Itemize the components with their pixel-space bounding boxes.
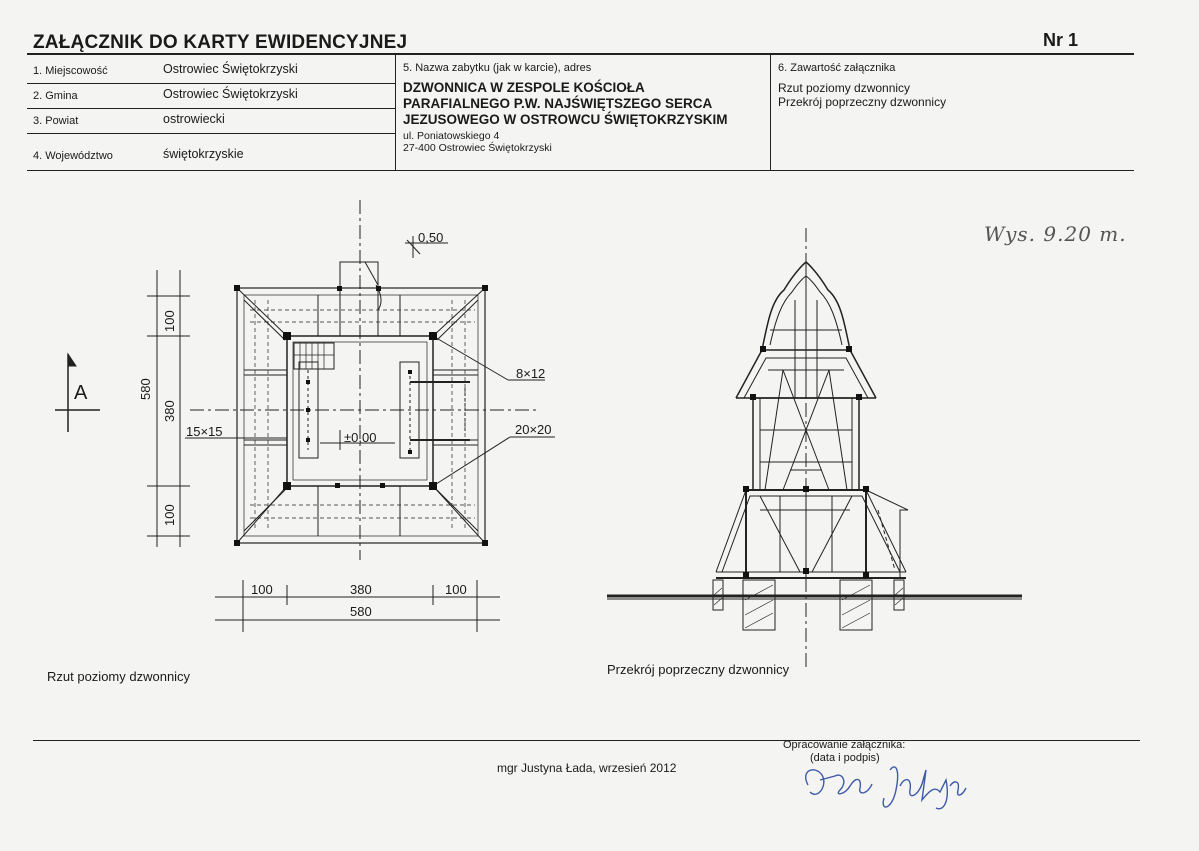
field-value-locality: Ostrowiec Świętokrzyski	[163, 62, 298, 76]
footer-author: mgr Justyna Łada, wrzesień 2012	[497, 761, 677, 775]
dim-bottom-right: 100	[445, 582, 467, 597]
address-street: ul. Poniatowskiego 4	[403, 130, 500, 142]
dim-beam-20x20: 20×20	[515, 422, 552, 437]
field-label-voivodeship: 4. Województwo	[33, 150, 113, 162]
field-value-county: ostrowiecki	[163, 112, 225, 126]
dim-side-inner: 380	[162, 400, 177, 422]
prepared-label: Opracowanie załącznika:	[783, 739, 906, 751]
address-city: 27-400 Ostrowiec Świętokrzyski	[403, 142, 552, 154]
field-value-voivodeship: świętokrzyskie	[163, 147, 244, 161]
plan-caption: Rzut poziomy dzwonnicy	[47, 669, 191, 684]
dim-bottom-mid: 380	[350, 582, 372, 597]
contents-item-section: Przekrój poprzeczny dzwonnicy	[778, 95, 947, 109]
field-label-commune: 2. Gmina	[33, 90, 78, 102]
section-marker-letter: A	[74, 382, 88, 404]
field-label-locality: 1. Miejscowość	[33, 65, 108, 77]
monument-label: 5. Nazwa zabytku (jak w karcie), adres	[403, 62, 592, 74]
monument-name-line-1: DZWONNICA W ZESPOLE KOŚCIOŁA	[403, 80, 645, 95]
section-caption: Przekrój poprzeczny dzwonnicy	[607, 662, 790, 677]
dim-side-top: 100	[162, 310, 177, 332]
foundation-2	[743, 580, 775, 630]
dim-bottom-left: 100	[251, 582, 273, 597]
dim-bottom-total: 580	[350, 604, 372, 619]
signature-scribble	[806, 767, 966, 809]
dim-level: ±0,00	[344, 430, 377, 445]
dim-top-offset: 0,50	[418, 230, 444, 245]
hip-sw	[237, 486, 287, 543]
date-sign-label: (data i podpis)	[810, 752, 880, 764]
entrance-porch	[340, 262, 378, 336]
attachment-number: Nr 1	[1043, 30, 1079, 50]
footer-rule	[33, 740, 1140, 741]
monument-name-line-2: PARAFIALNEGO P.W. NAJŚWIĘTSZEGO SERCA	[403, 96, 713, 111]
contents-item-plan: Rzut poziomy dzwonnicy	[778, 81, 911, 95]
hip-se	[433, 486, 485, 543]
document-title: ZAŁĄCZNIK DO KARTY EWIDENCYJNEJ	[33, 32, 408, 53]
dim-beam-15x15: 15×15	[186, 424, 223, 439]
cross-section-drawing	[607, 228, 1022, 670]
monument-name-line-3: JEZUSOWEGO W OSTROWCU ŚWIĘTOKRZYSKIM	[403, 112, 728, 127]
field-value-commune: Ostrowiec Świętokrzyski	[163, 87, 298, 101]
field-label-county: 3. Powiat	[33, 115, 79, 127]
plan-posts	[234, 285, 488, 546]
floor-plan-drawing	[55, 200, 555, 632]
foundation-3	[840, 580, 872, 630]
height-note: Wys. 9.20 m.	[984, 222, 1127, 246]
dim-beam-8x12: 8×12	[516, 366, 546, 381]
dim-side-bottom: 100	[162, 504, 177, 526]
contents-label: 6. Zawartość załącznika	[778, 62, 896, 74]
dim-side-total: 580	[138, 378, 153, 400]
